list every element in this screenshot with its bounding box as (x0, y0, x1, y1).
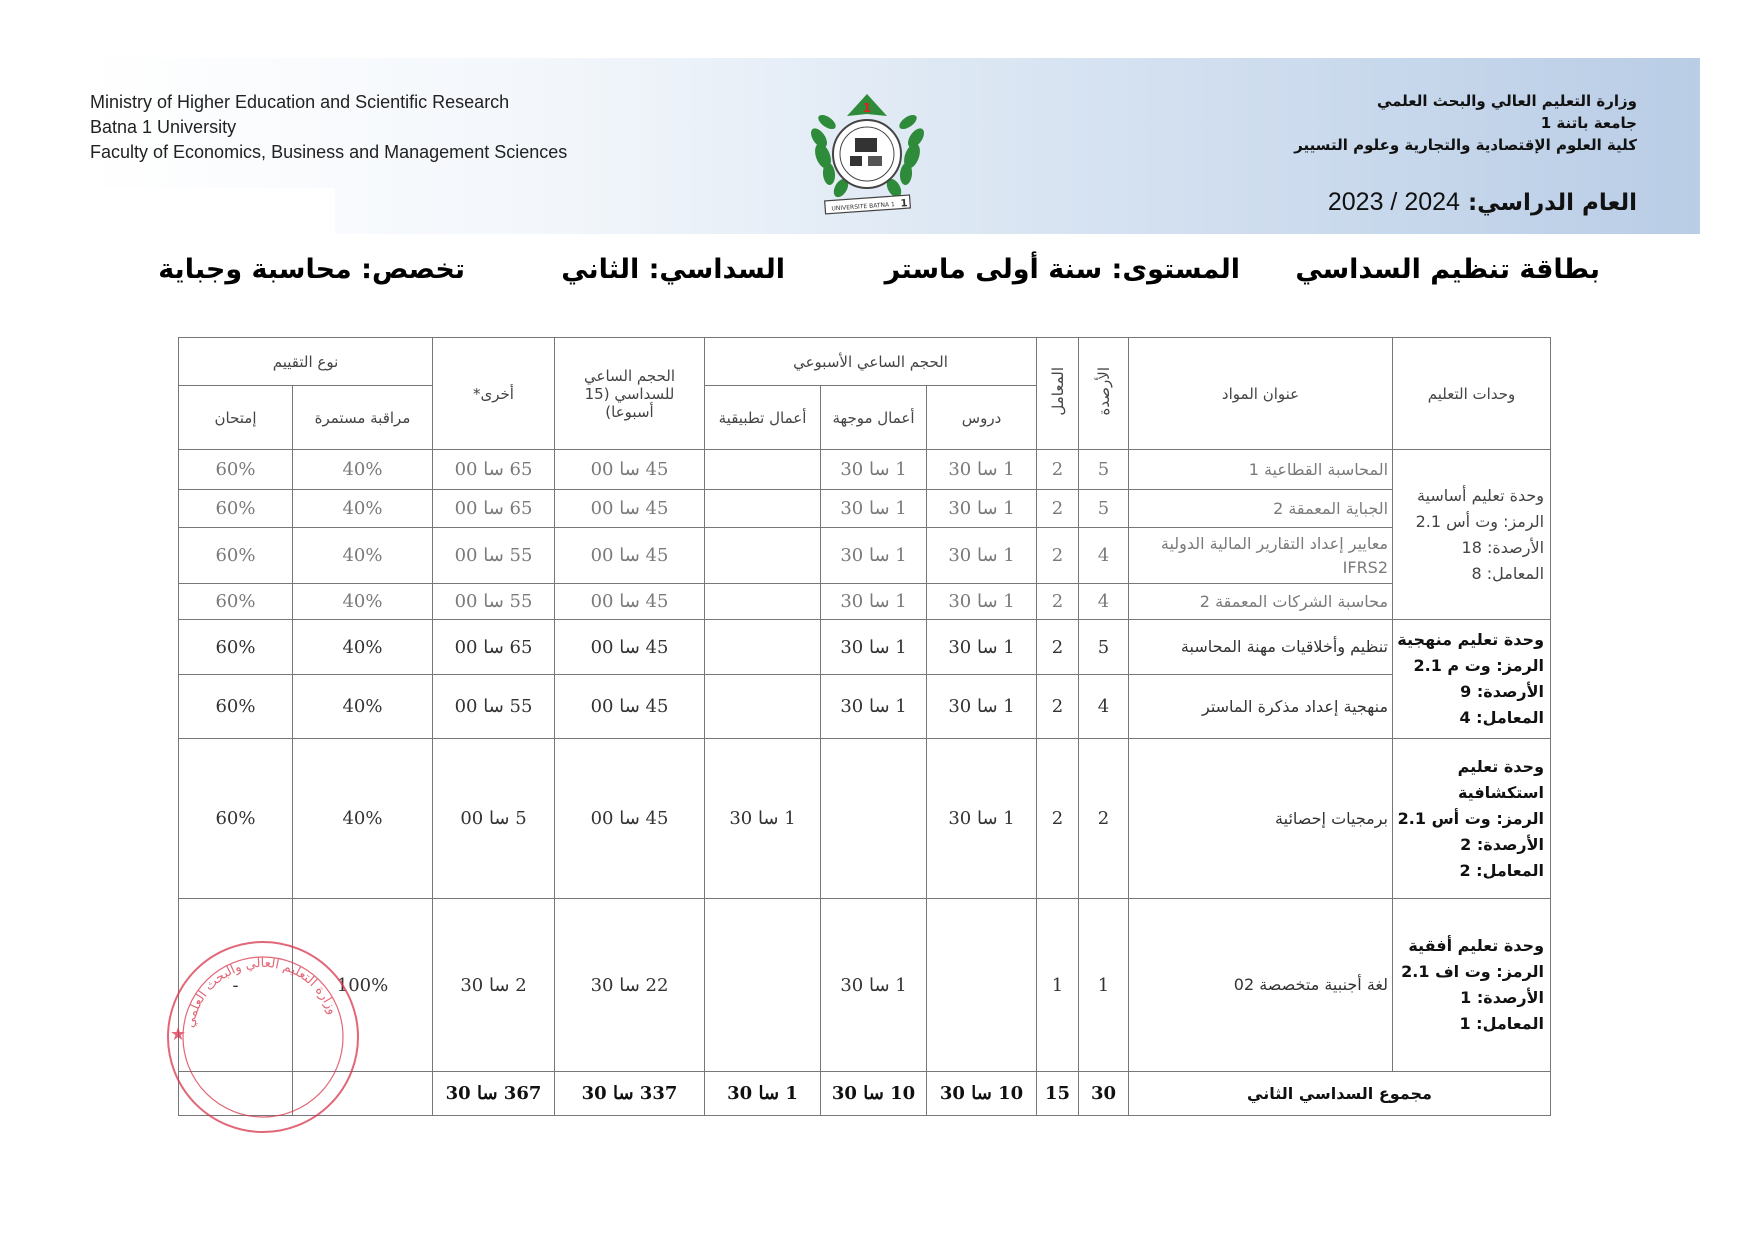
total-coef: 15 (1037, 1072, 1079, 1116)
coef-cell: 2 (1037, 528, 1079, 584)
table-row (179, 584, 1551, 620)
volume-cell: 45 سا 00 (555, 620, 705, 675)
total-other: 367 سا 30 (433, 1072, 555, 1116)
ministry-ar: وزارة التعليم العالي والبحث العلمي (1376, 92, 1637, 110)
total-tp: 1 سا 30 (705, 1072, 821, 1116)
exam-cell: 60% (179, 584, 293, 620)
header-tp: أعمال تطبيقية (705, 386, 821, 450)
credits-cell: 5 (1079, 490, 1129, 528)
subject-cell: الجباية المعمقة 2 (1129, 490, 1393, 528)
td-cell: 1 سا 30 (821, 899, 927, 1072)
table-row (179, 899, 1551, 1072)
subject-cell: برمجيات إحصائية (1129, 739, 1393, 899)
lessons-cell: 1 سا 30 (927, 450, 1037, 490)
other-cell: 65 سا 00 (433, 490, 555, 528)
exam-cell: 60% (179, 620, 293, 675)
university-en: Batna 1 University (90, 117, 237, 137)
coef-cell: 2 (1037, 675, 1079, 739)
subject-cell: معايير إعداد التقارير المالية الدولية IFRS2 (1129, 528, 1393, 584)
total-row (179, 1072, 1551, 1116)
total-label: مجموع السداسي الثاني (1129, 1072, 1551, 1116)
continuous-cell: 40% (293, 675, 433, 739)
volume-cell: 22 سا 30 (555, 899, 705, 1072)
td-cell: 1 سا 30 (821, 620, 927, 675)
continuous-cell: 40% (293, 490, 433, 528)
lessons-cell (927, 899, 1037, 1072)
other-cell: 55 سا 00 (433, 584, 555, 620)
header-exam: إمتحان (179, 386, 293, 450)
unit-cell: وحدة تعليم منهجية الرمز: وت م 2.1 الأرصدة: 9 المعامل: 4 (1393, 620, 1551, 739)
header-coef: المعامل (1037, 338, 1079, 450)
continuous-cell: 40% (293, 528, 433, 584)
header-weekly: الحجم الساعي الأسبوعي (705, 338, 1037, 386)
other-cell: 2 سا 30 (433, 899, 555, 1072)
tp-cell (705, 450, 821, 490)
exam-cell: 60% (179, 528, 293, 584)
td-cell: 1 سا 30 (821, 490, 927, 528)
volume-cell: 45 سا 00 (555, 528, 705, 584)
coef-cell: 2 (1037, 584, 1079, 620)
header-units: وحدات التعليم (1393, 338, 1551, 450)
continuous-cell: 40% (293, 450, 433, 490)
td-cell: 1 سا 30 (821, 528, 927, 584)
subject-cell: منهجية إعداد مذكرة الماستر (1129, 675, 1393, 739)
continuous-cell: 100% (293, 899, 433, 1072)
header-eval: نوع التقييم (179, 338, 433, 386)
continuous-cell: 40% (293, 620, 433, 675)
university-logo-icon (805, 86, 930, 221)
tp-cell: 1 سا 30 (705, 739, 821, 899)
subject-cell: محاسبة الشركات المعمقة 2 (1129, 584, 1393, 620)
table-row (179, 675, 1551, 739)
lessons-cell: 1 سا 30 (927, 620, 1037, 675)
credits-cell: 2 (1079, 739, 1129, 899)
continuous-cell: 40% (293, 584, 433, 620)
total-lessons: 10 سا 30 (927, 1072, 1037, 1116)
table-row (179, 528, 1551, 584)
faculty-ar: كلية العلوم الإقتصادية والتجارية وعلوم التسيير (1294, 136, 1637, 154)
subject-cell: لغة أجنبية متخصصة 02 (1129, 899, 1393, 1072)
other-cell: 65 سا 00 (433, 620, 555, 675)
svg-text:1: 1 (862, 101, 872, 115)
table-row (179, 450, 1551, 490)
header-lessons: دروس (927, 386, 1037, 450)
tp-cell (705, 899, 821, 1072)
subject-cell: المحاسبة القطاعية 1 (1129, 450, 1393, 490)
td-cell: 1 سا 30 (821, 450, 927, 490)
table-header-row-1 (179, 338, 1551, 386)
unit-cell: وحدة تعليم استكشافية الرمز: وت أس 2.1 الأرصدة: 2 المعامل: 2 (1393, 739, 1551, 899)
logo-ribbon-text: UNIVERSITE BATNA 1 (831, 201, 896, 213)
title-card: بطاقة تنظيم السداسي (1295, 254, 1600, 285)
header-td: أعمال موجهة (821, 386, 927, 450)
exam-cell: 60% (179, 675, 293, 739)
total-exam (179, 1072, 293, 1116)
credits-cell: 1 (1079, 899, 1129, 1072)
academic-year-label: العام الدراسي: (1467, 190, 1637, 216)
lessons-cell: 1 سا 30 (927, 739, 1037, 899)
volume-cell: 45 سا 00 (555, 584, 705, 620)
title-specialty: تخصص: محاسبة وجباية (158, 254, 465, 285)
coef-cell: 2 (1037, 490, 1079, 528)
stamp-text: وزارة التعليم العالي والبحث العلمي (182, 955, 340, 1030)
subject-cell: تنظيم وأخلاقيات مهنة المحاسبة (1129, 620, 1393, 675)
other-cell: 65 سا 00 (433, 450, 555, 490)
tp-cell (705, 620, 821, 675)
volume-cell: 45 سا 00 (555, 739, 705, 899)
table-row (179, 490, 1551, 528)
volume-cell: 45 سا 00 (555, 675, 705, 739)
coef-cell: 1 (1037, 899, 1079, 1072)
faculty-en: Faculty of Economics, Business and Management Sciences (90, 142, 568, 162)
lessons-cell: 1 سا 30 (927, 584, 1037, 620)
td-cell: 1 سا 30 (821, 675, 927, 739)
semester-table (178, 337, 1551, 1116)
table-row (179, 620, 1551, 675)
volume-cell: 45 سا 00 (555, 450, 705, 490)
exam-cell: 60% (179, 450, 293, 490)
total-continuous (293, 1072, 433, 1116)
academic-year-value: 2024 / 2023 (1327, 188, 1460, 216)
header-credits: الأرصدة (1079, 338, 1129, 450)
unit-cell: وحدة تعليم أساسية الرمز: وت أس 2.1 الأرصدة: 18 المعامل: 8 (1393, 450, 1551, 620)
header-arabic (1294, 90, 1637, 156)
volume-cell: 45 سا 00 (555, 490, 705, 528)
total-credits: 30 (1079, 1072, 1129, 1116)
exam-cell: 60% (179, 490, 293, 528)
exam-cell: - (179, 899, 293, 1072)
lessons-cell: 1 سا 30 (927, 528, 1037, 584)
credits-cell: 4 (1079, 675, 1129, 739)
svg-text:★: ★ (170, 1024, 187, 1045)
unit-cell: وحدة تعليم أفقية الرمز: وت اف 2.1 الأرصدة: 1 المعامل: 1 (1393, 899, 1551, 1072)
other-cell: 55 سا 00 (433, 675, 555, 739)
svg-text:1: 1 (900, 198, 908, 210)
header-subject: عنوان المواد (1129, 338, 1393, 450)
header-other: أخرى* (433, 338, 555, 450)
total-volume: 337 سا 30 (555, 1072, 705, 1116)
other-cell: 55 سا 00 (433, 528, 555, 584)
lessons-cell: 1 سا 30 (927, 675, 1037, 739)
header-continuous: مراقبة مستمرة (293, 386, 433, 450)
credits-cell: 5 (1079, 620, 1129, 675)
ministry-en: Ministry of Higher Education and Scientific Research (90, 92, 510, 112)
university-ar: جامعة باتنة 1 (1540, 114, 1637, 132)
lessons-cell: 1 سا 30 (927, 490, 1037, 528)
coef-cell: 2 (1037, 450, 1079, 490)
exam-cell: 60% (179, 739, 293, 899)
total-td: 10 سا 30 (821, 1072, 927, 1116)
tp-cell (705, 528, 821, 584)
header-notch (80, 188, 335, 238)
tp-cell (705, 490, 821, 528)
header-english (90, 90, 567, 165)
other-cell: 5 سا 00 (433, 739, 555, 899)
table-row (179, 739, 1551, 899)
title-row (150, 254, 1610, 298)
coef-cell: 2 (1037, 739, 1079, 899)
continuous-cell: 40% (293, 739, 433, 899)
credits-cell: 4 (1079, 528, 1129, 584)
academic-year (1328, 188, 1637, 217)
credits-cell: 5 (1079, 450, 1129, 490)
header-semester-volume: الحجم الساعي للسداسي (15 أسبوعا) (555, 338, 705, 450)
tp-cell (705, 675, 821, 739)
title-level: المستوى: سنة أولى ماستر (884, 254, 1240, 285)
coef-cell: 2 (1037, 620, 1079, 675)
credits-cell: 4 (1079, 584, 1129, 620)
td-cell (821, 739, 927, 899)
title-semester: السداسي: الثاني (561, 254, 785, 285)
td-cell: 1 سا 30 (821, 584, 927, 620)
tp-cell (705, 584, 821, 620)
